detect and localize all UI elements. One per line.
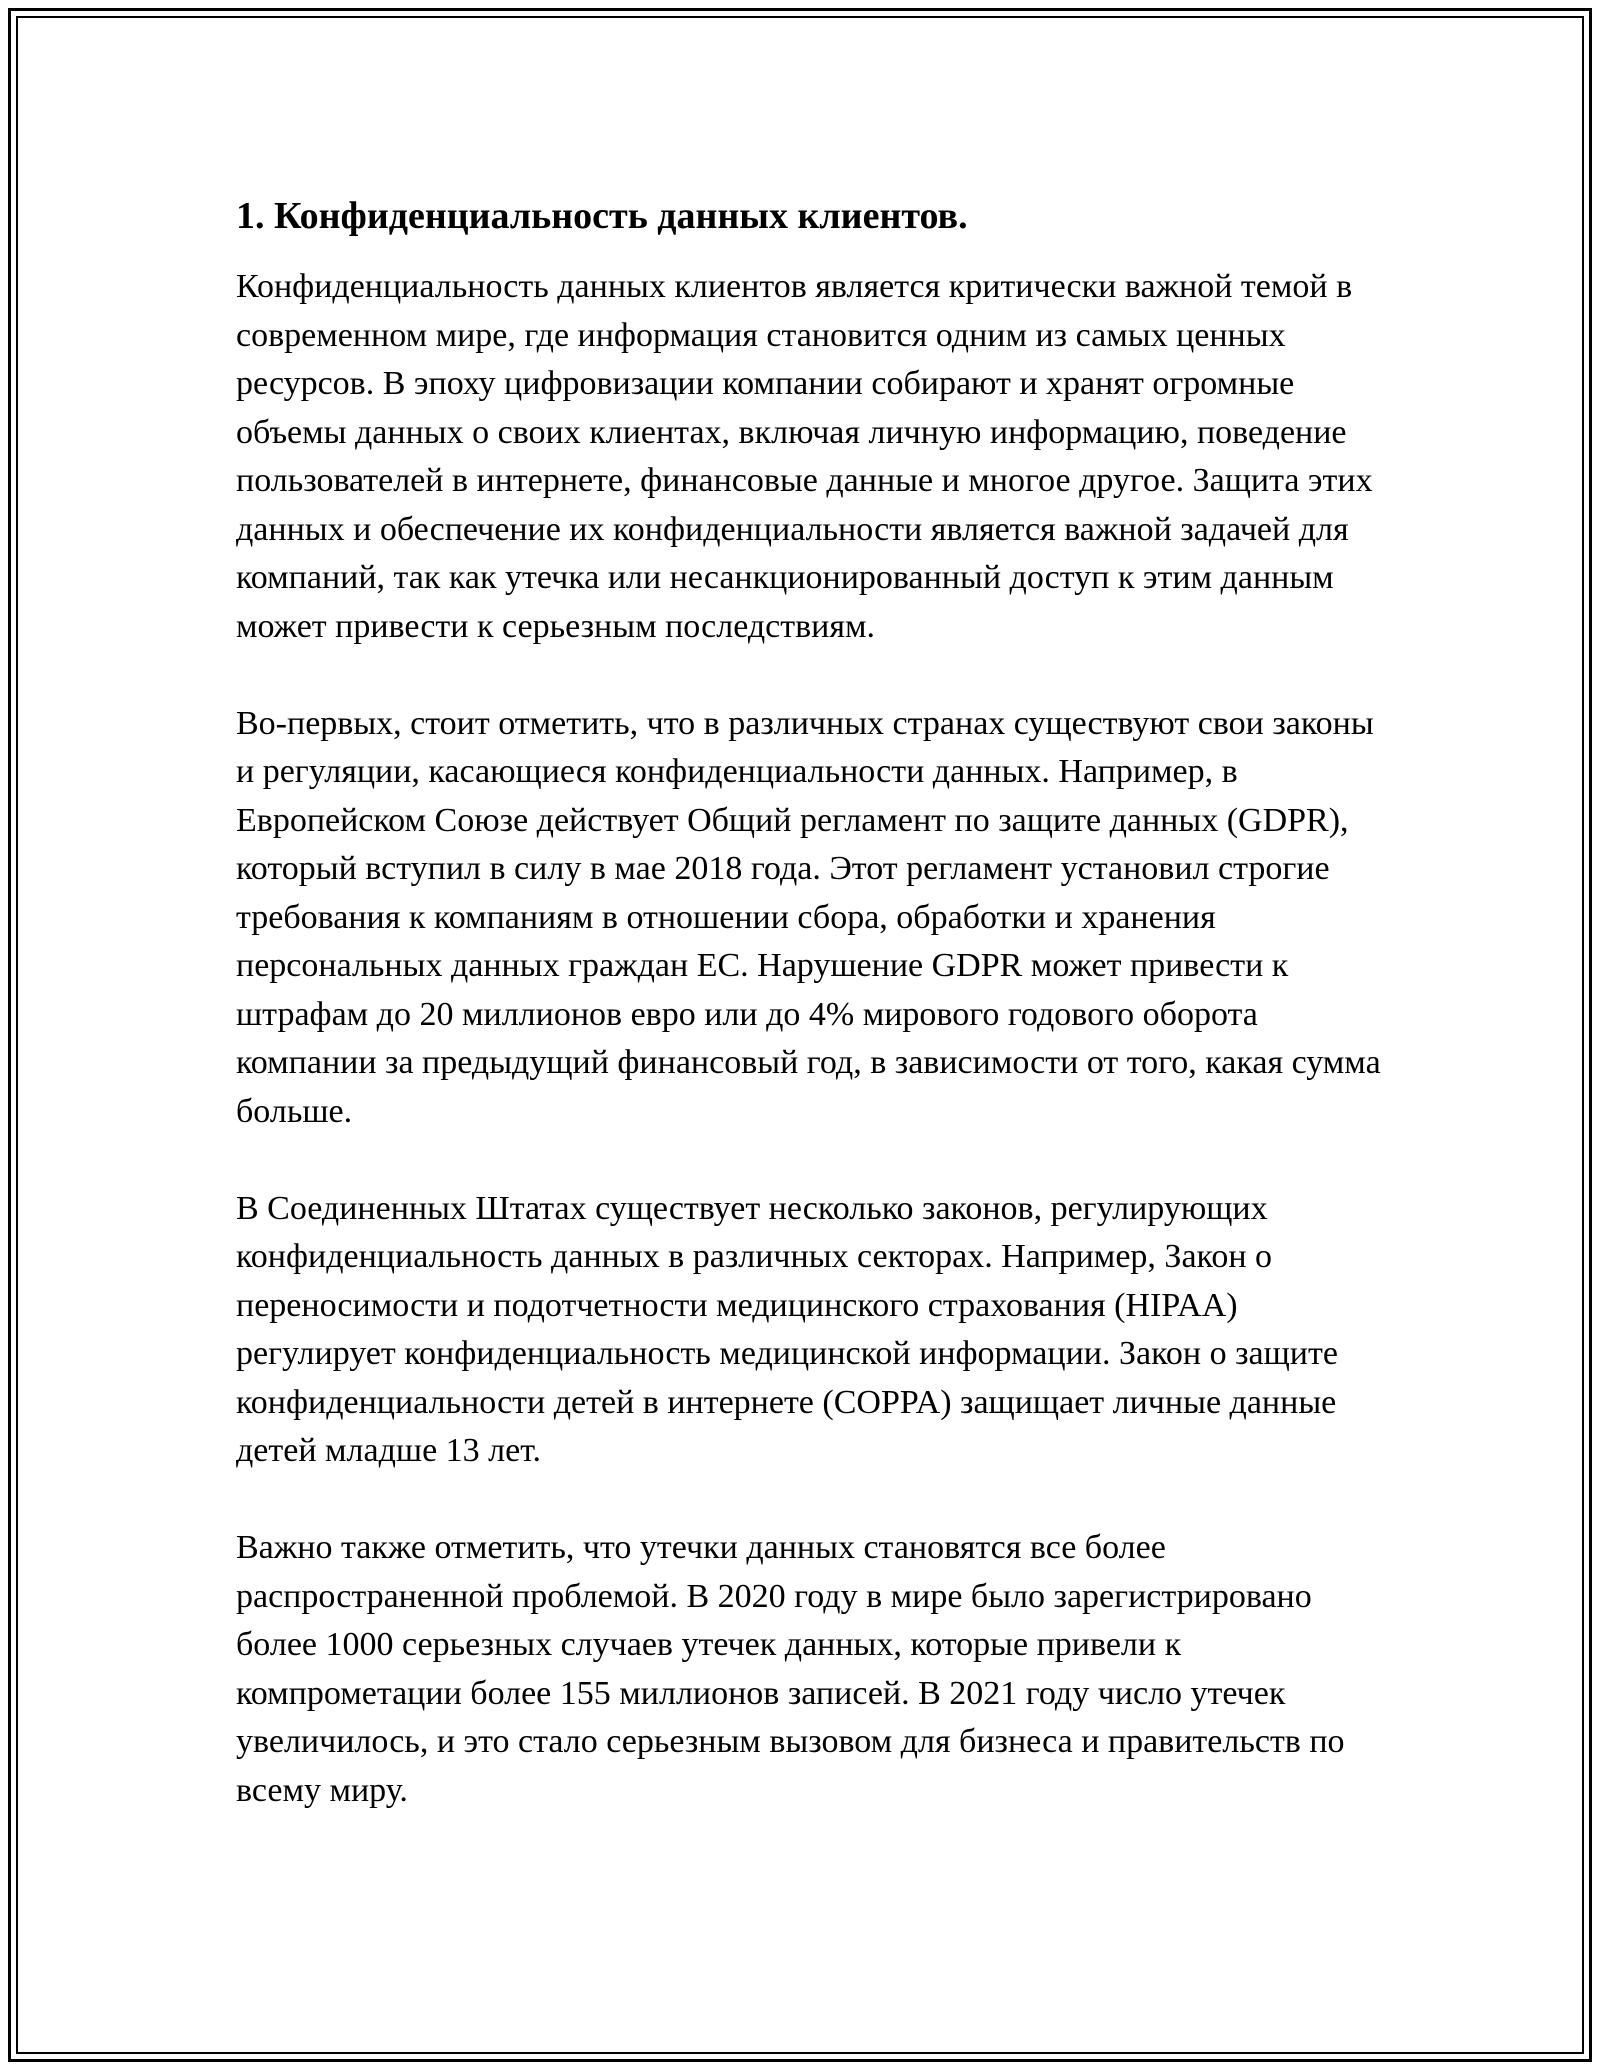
section-heading: 1. Конфиденциальность данных клиентов. <box>236 195 968 237</box>
paragraph-intro: Конфиденциальность данных клиентов является критически важной темой в современном мире, где информация становится одним из самых ценных ресурсов. В эпоху цифровизации компании собирают и хранят огромные объемы данных о своих клиентах, включая личную информацию, поведение пользователей в интернете, финансовые данные и многое другое. Защита этих данных и обеспечение их конфиденциальности является важной задачей для компаний, так как утечка или несанкционированный доступ к этим данным может привести к серьезным последствиям. <box>236 268 1373 645</box>
document-body <box>236 192 1396 1864</box>
paragraph-data-breaches: Важно также отметить, что утечки данных становятся все более распространенной проблемой. В 2020 году в мире было зарегистрировано более 1000 серьезных случаев утечек данных, которые привели к компрометации более 155 миллионов записей. В 2021 году число утечек увеличилось, и это стало серьезным вызовом для бизнеса и правительств по всему миру. <box>236 1529 1345 1809</box>
paragraph-us-laws: В Соединенных Штатах существует несколько законов, регулирующих конфиденциальность данных в различных секторах. Например, Закон о переносимости и подотчетности медицинского страхования (HIPAA) регулирует конфиденциальность медицинской информации. Закон о защите конфиденциальности детей в интернете (COPPA) защищает личные данные детей младше 13 лет. <box>236 1189 1338 1469</box>
paragraph-gdpr: Во-первых, стоит отметить, что в различных странах существуют свои законы и регуляции, касающиеся конфиденциальности данных. Например, в Европейском Союзе действует Общий регламент по защите данных (GDPR), который вступил в силу в мае 2018 года. Этот регламент установил строгие требования к компаниям в отношении сбора, обработки и хранения персональных данных граждан ЕС. Нарушение GDPR может привести к штрафам до 20 миллионов евро или до 4% мирового годового оборота компании за предыдущий финансовый год, в зависимости от того, какая сумма больше. <box>236 704 1381 1130</box>
